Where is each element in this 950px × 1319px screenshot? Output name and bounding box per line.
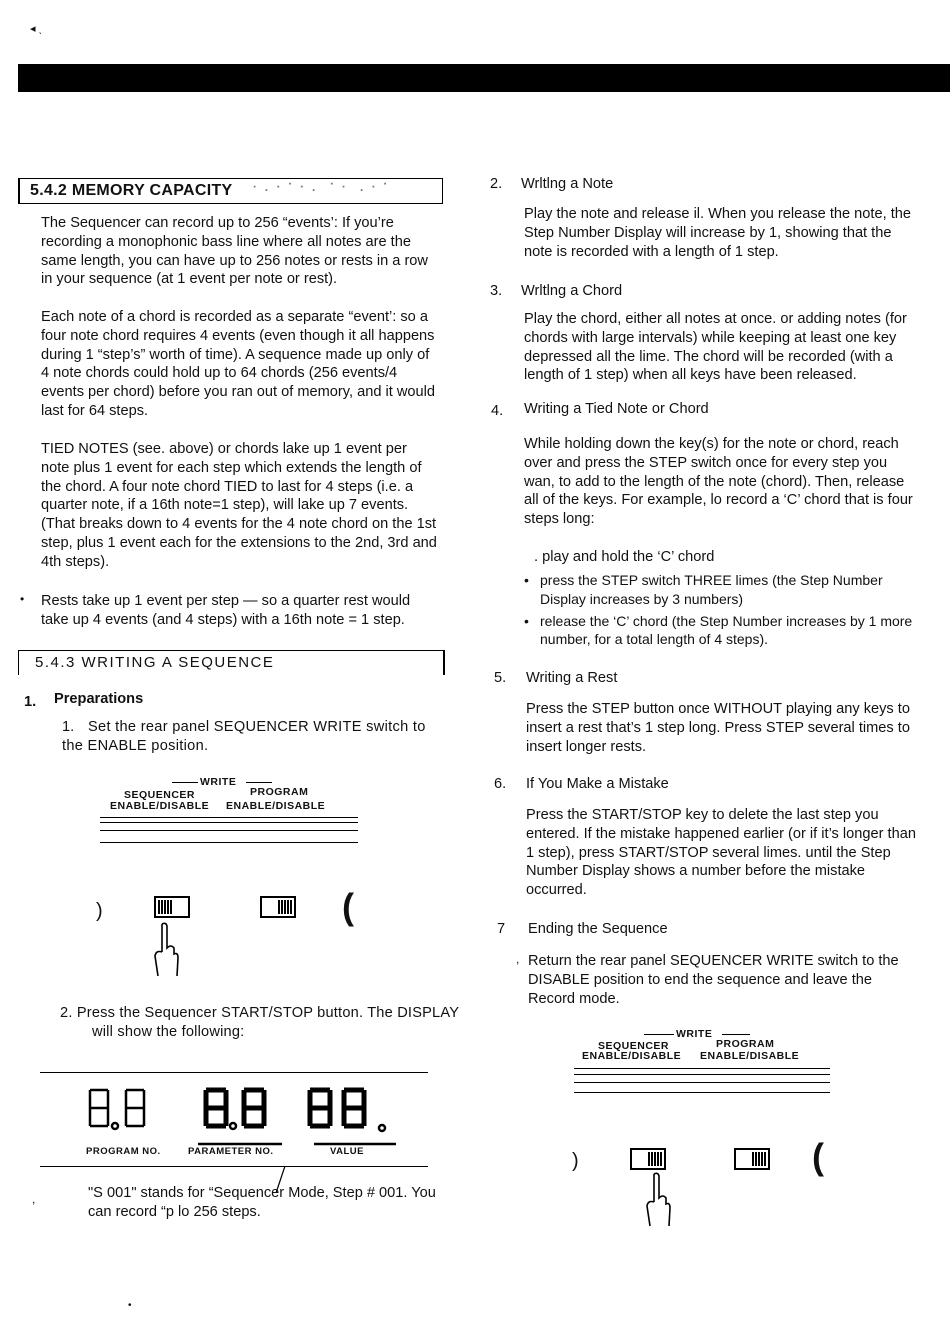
- switch-icon-3: [630, 1148, 666, 1170]
- step1-text: Set the rear panel SEQUENCER WRITE switch to the ENABLE position.: [62, 719, 426, 754]
- header-bar: [18, 64, 950, 92]
- panel2-enable-label-1: ENABLE/DISABLE: [582, 1050, 682, 1062]
- margin-mark-2: ,: [516, 952, 520, 966]
- panel-sequencer-label: SEQUENCER: [124, 789, 196, 801]
- tied-step-0: . play and hold the ‘C’ chord: [534, 549, 715, 565]
- finger-pointer-icon-2: [642, 1172, 676, 1228]
- switch-icon-4: [734, 1148, 770, 1170]
- item-4-title: Writing a Tied Note or Chord: [524, 401, 709, 417]
- panel-program-label: PROGRAM: [250, 786, 309, 798]
- paragraph-1: The Sequencer can record up to 256 “events’: If you’re recording a monophonic bass line where all notes are the same length, you can have up to 256 notes or rests in a row in your sequence (at 1 event per note or rest).: [41, 215, 428, 288]
- item-4-text: While holding down the key(s) for the note or chord, reach over and press the STEP switch once for every step you wan, to add to the length of the note (chord). Then, release all of the keys. For example, lo record a ‘C’ chord that is four steps long:: [524, 436, 913, 528]
- item-5-title: Writing a Rest: [526, 670, 618, 686]
- display-note: "S 001" stands for “Sequencer Mode, Step # 001. You can record “p lo 256 steps.: [88, 1185, 436, 1220]
- tied-steps-list: [522, 571, 916, 649]
- switch-icon-2: [260, 896, 296, 918]
- section-543-header: [18, 650, 445, 675]
- switch-icon-1: [154, 896, 190, 918]
- item-7-number: 7: [497, 921, 506, 937]
- bullet-mark: •: [20, 592, 25, 606]
- display-label-program: PROGRAM NO.: [86, 1146, 161, 1157]
- panel-write-label: WRITE: [200, 776, 237, 788]
- margin-mark: ,: [32, 1192, 36, 1206]
- item-2-number: 2.: [490, 176, 503, 192]
- footer-mark: •: [128, 1300, 132, 1311]
- item-3-number: 3.: [490, 283, 503, 299]
- panel-enable-label-2: ENABLE/DISABLE: [226, 800, 326, 812]
- section-542-header: [18, 178, 443, 204]
- panel2-write-label: WRITE: [676, 1028, 713, 1040]
- item-4-number: 4.: [491, 403, 504, 419]
- corner-mark: ◂ ˎ: [30, 23, 43, 35]
- socket-icon-2: (: [812, 1136, 824, 1177]
- item-7-title: Ending the Sequence: [528, 921, 668, 937]
- item-3-text: Play the chord, either all notes at once. or adding notes (for chords with large intervals) while keeping at least one key depressed all the lime. The chord will be recorded (with a length of 1 step) when all keys have been released.: [524, 311, 907, 384]
- item-7-text: Return the rear panel SEQUENCER WRITE switch to the DISABLE position to end the sequence and leave the Record mode.: [528, 953, 899, 1007]
- item-6-text: Press the START/STOP key to delete the last step you entered. If the mistake happened earlier (or if it’s longer than 1 step), press START/STOP several limes. until the Step Number Display shows a number before the mistake occurred.: [526, 807, 916, 899]
- section-542-title: 5.4.2 MEMORY CAPACITY: [30, 182, 233, 199]
- display-label-parameter: PARAMETER NO.: [188, 1146, 274, 1157]
- rear-panel-diagram-2: [572, 1026, 836, 1236]
- item-2-title: Wrltlng a Note: [521, 176, 614, 192]
- step1-number: 1.: [62, 719, 75, 735]
- prep-heading: Preparations: [54, 691, 144, 707]
- rear-panel-diagram-1: [96, 772, 360, 982]
- paragraph-4: Rests take up 1 event per step — so a quarter rest would take up 4 events (and 4 steps) with a 16th note = 1 step.: [41, 593, 411, 628]
- panel2-sequencer-label: SEQUENCER: [598, 1040, 670, 1052]
- item-5-number: 5.: [494, 670, 507, 686]
- item-5-text: Press the STEP button once WITHOUT playing any keys to insert a rest that’s 1 step long. Press STEP several times to insert longer rests.: [526, 701, 910, 755]
- scan-noise: ⠂⠄⠂⠁⠂⠄ ⠁⠂ ⠄⠂⠁: [252, 181, 395, 195]
- tied-step-2: • release the ‘C’ chord (the Step Number increases by 1 more number, for a total length of 4 steps).: [522, 612, 916, 650]
- item-2-text: Play the note and release il. When you release the note, the Step Number Display will increase by 1, showing that the note is recorded with a length of 1 step.: [524, 206, 911, 260]
- item-6-title: If You Make a Mistake: [526, 776, 669, 792]
- tied-step-1: • press the STEP switch THREE limes (the Step Number Display increases by 3 numbers): [522, 571, 916, 609]
- section-543-title: 5.4.3 WRITING A SEQUENCE: [35, 654, 275, 671]
- paragraph-2: Each note of a chord is recorded as a separate “event’: so a four note chord requires 4 events (even though it all happens during 1 “step’s” worth of time). A sequence made up only of 4 note chords could hold up to 64 chords (256 events/4 events per chord) before you ran out of memory, and it would last for 64 steps.: [41, 309, 435, 419]
- display-diagram: [40, 1072, 430, 1197]
- panel2-enable-label-2: ENABLE/DISABLE: [700, 1050, 800, 1062]
- step2-text: 2. Press the Sequencer START/STOP button. The DISPLAY will show the following:: [60, 1005, 459, 1040]
- socket-icon: (: [342, 886, 354, 927]
- paragraph-3: TIED NOTES (see. above) or chords lake up 1 event per note plus 1 event for each step which extends the length of the chord. A four note chord TIED to last for 4 steps (i.e. a quarter note, if a 16th note=1 step), will lake up 7 events. (That breaks down to 4 events for the 4 note chord on the 1st step, plus 1 event each for the extensions to the 2nd, 3rd and 4th steps).: [41, 441, 437, 570]
- finger-pointer-icon: [150, 922, 184, 978]
- seven-segment-display: [86, 1086, 396, 1146]
- display-label-value: VALUE: [330, 1146, 364, 1157]
- panel-enable-label-1: ENABLE/DISABLE: [110, 800, 210, 812]
- jack-icon-2: ): [572, 1150, 579, 1172]
- panel2-program-label: PROGRAM: [716, 1038, 775, 1050]
- item-3-title: Wrltlng a Chord: [521, 283, 623, 299]
- prep-number: 1.: [24, 694, 37, 710]
- jack-icon: ): [96, 900, 103, 922]
- item-6-number: 6.: [494, 776, 507, 792]
